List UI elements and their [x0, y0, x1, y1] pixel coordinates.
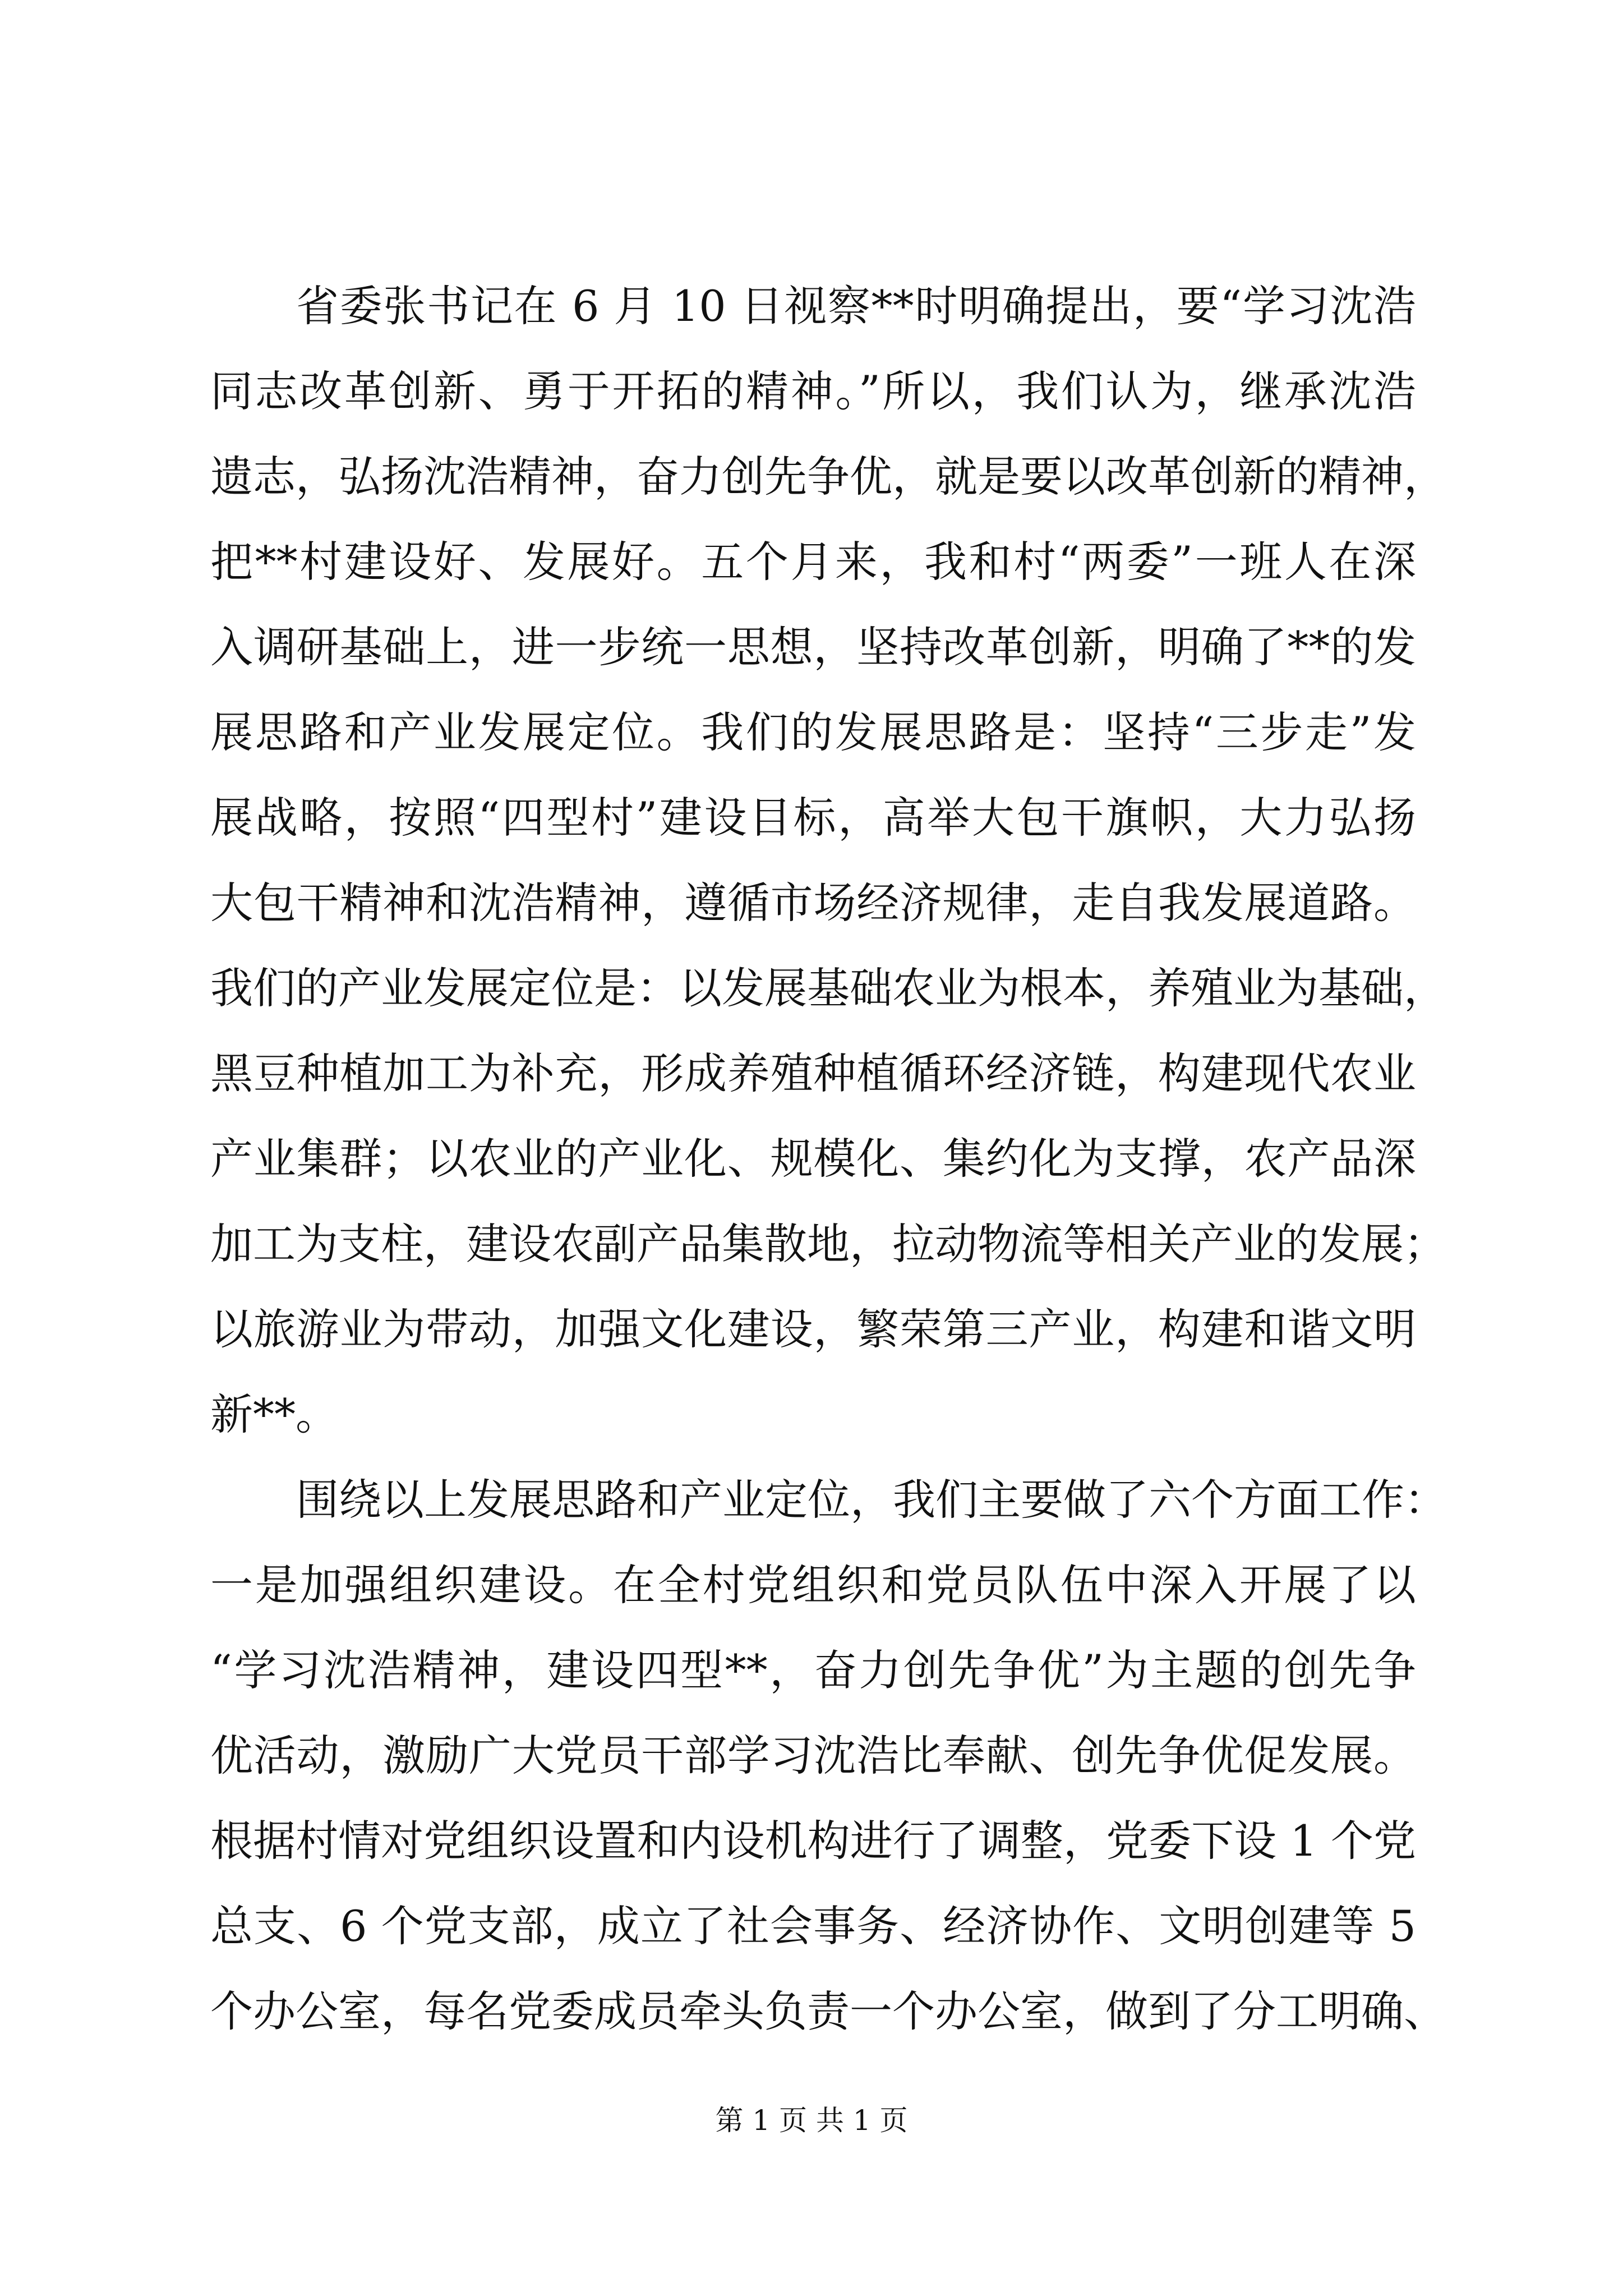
paragraph-1-line-7: 展战略，按照“四型村”建设目标，高举大包干旗帜，大力弘扬: [210, 793, 1416, 843]
paragraph-1-line-12: 加工为支柱，建设农副产品集散地，拉动物流等相关产业的发展；: [210, 1219, 1446, 1269]
paragraph-1-line-8: 大包干精神和沈浩精神，遵循市场经济规律，走自我发展道路。: [210, 878, 1416, 928]
paragraph-2-line-1: 围绕以上发展思路和产业定位，我们主要做了六个方面工作：: [296, 1475, 1447, 1525]
paragraph-1-line-6: 展思路和产业发展定位。我们的发展思路是：坚持“三步走”发: [210, 707, 1416, 757]
paragraph-1-line-13: 以旅游业为带动，加强文化建设，繁荣第三产业，构建和谐文明: [210, 1304, 1416, 1354]
paragraph-2-line-6: 总支、6 个党支部，成立了社会事务、经济协作、文明创建等 5: [210, 1901, 1416, 1951]
page-footer: [0, 2101, 1623, 2140]
paragraph-2-line-3: “学习沈浩精神，建设四型**，奋力创先争优”为主题的创先争: [210, 1645, 1416, 1695]
paragraph-1-line-9: 我们的产业发展定位是：以发展基础农业为根本，养殖业为基础，: [210, 963, 1446, 1013]
paragraph-1-line-2: 同志改革创新、勇于开拓的精神。”所以，我们认为，继承沈浩: [210, 366, 1416, 416]
paragraph-2-line-5: 根据村情对党组织设置和内设机构进行了调整，党委下设 1 个党: [210, 1816, 1416, 1866]
paragraph-1-line-11: 产业集群；以农业的产业化、规模化、集约化为支撑，农产品深: [210, 1134, 1416, 1184]
paragraph-2-line-2: 一是加强组织建设。在全村党组织和党员队伍中深入开展了以: [210, 1560, 1416, 1610]
paragraph-1-line-14: 新**。: [210, 1389, 338, 1439]
paragraph-2-line-4: 优活动，激励广大党员干部学习沈浩比奉献、创先争优促发展。: [210, 1731, 1416, 1780]
paragraph-1-line-5: 入调研基础上，进一步统一思想，坚持改革创新，明确了**的发: [210, 622, 1416, 672]
paragraph-1-line-3: 遗志，弘扬沈浩精神，奋力创先争优，就是要以改革创新的精神，: [210, 452, 1446, 501]
paragraph-1-line-1: 省委张书记在 6 月 10 日视察**时明确提出，要“学习沈浩: [296, 281, 1416, 331]
paragraph-1-line-4: 把**村建设好、发展好。五个月来，我和村“两委”一班人在深: [210, 537, 1416, 587]
paragraph-1-line-10: 黑豆种植加工为补充，形成养殖种植循环经济链，构建现代农业: [210, 1048, 1416, 1098]
document-body: [210, 264, 1447, 2054]
page-number-label: 第 1 页 共 1 页: [715, 2104, 908, 2137]
paragraph-2-line-7: 个办公室，每名党委成员牵头负责一个办公室，做到了分工明确、: [210, 1986, 1446, 2036]
